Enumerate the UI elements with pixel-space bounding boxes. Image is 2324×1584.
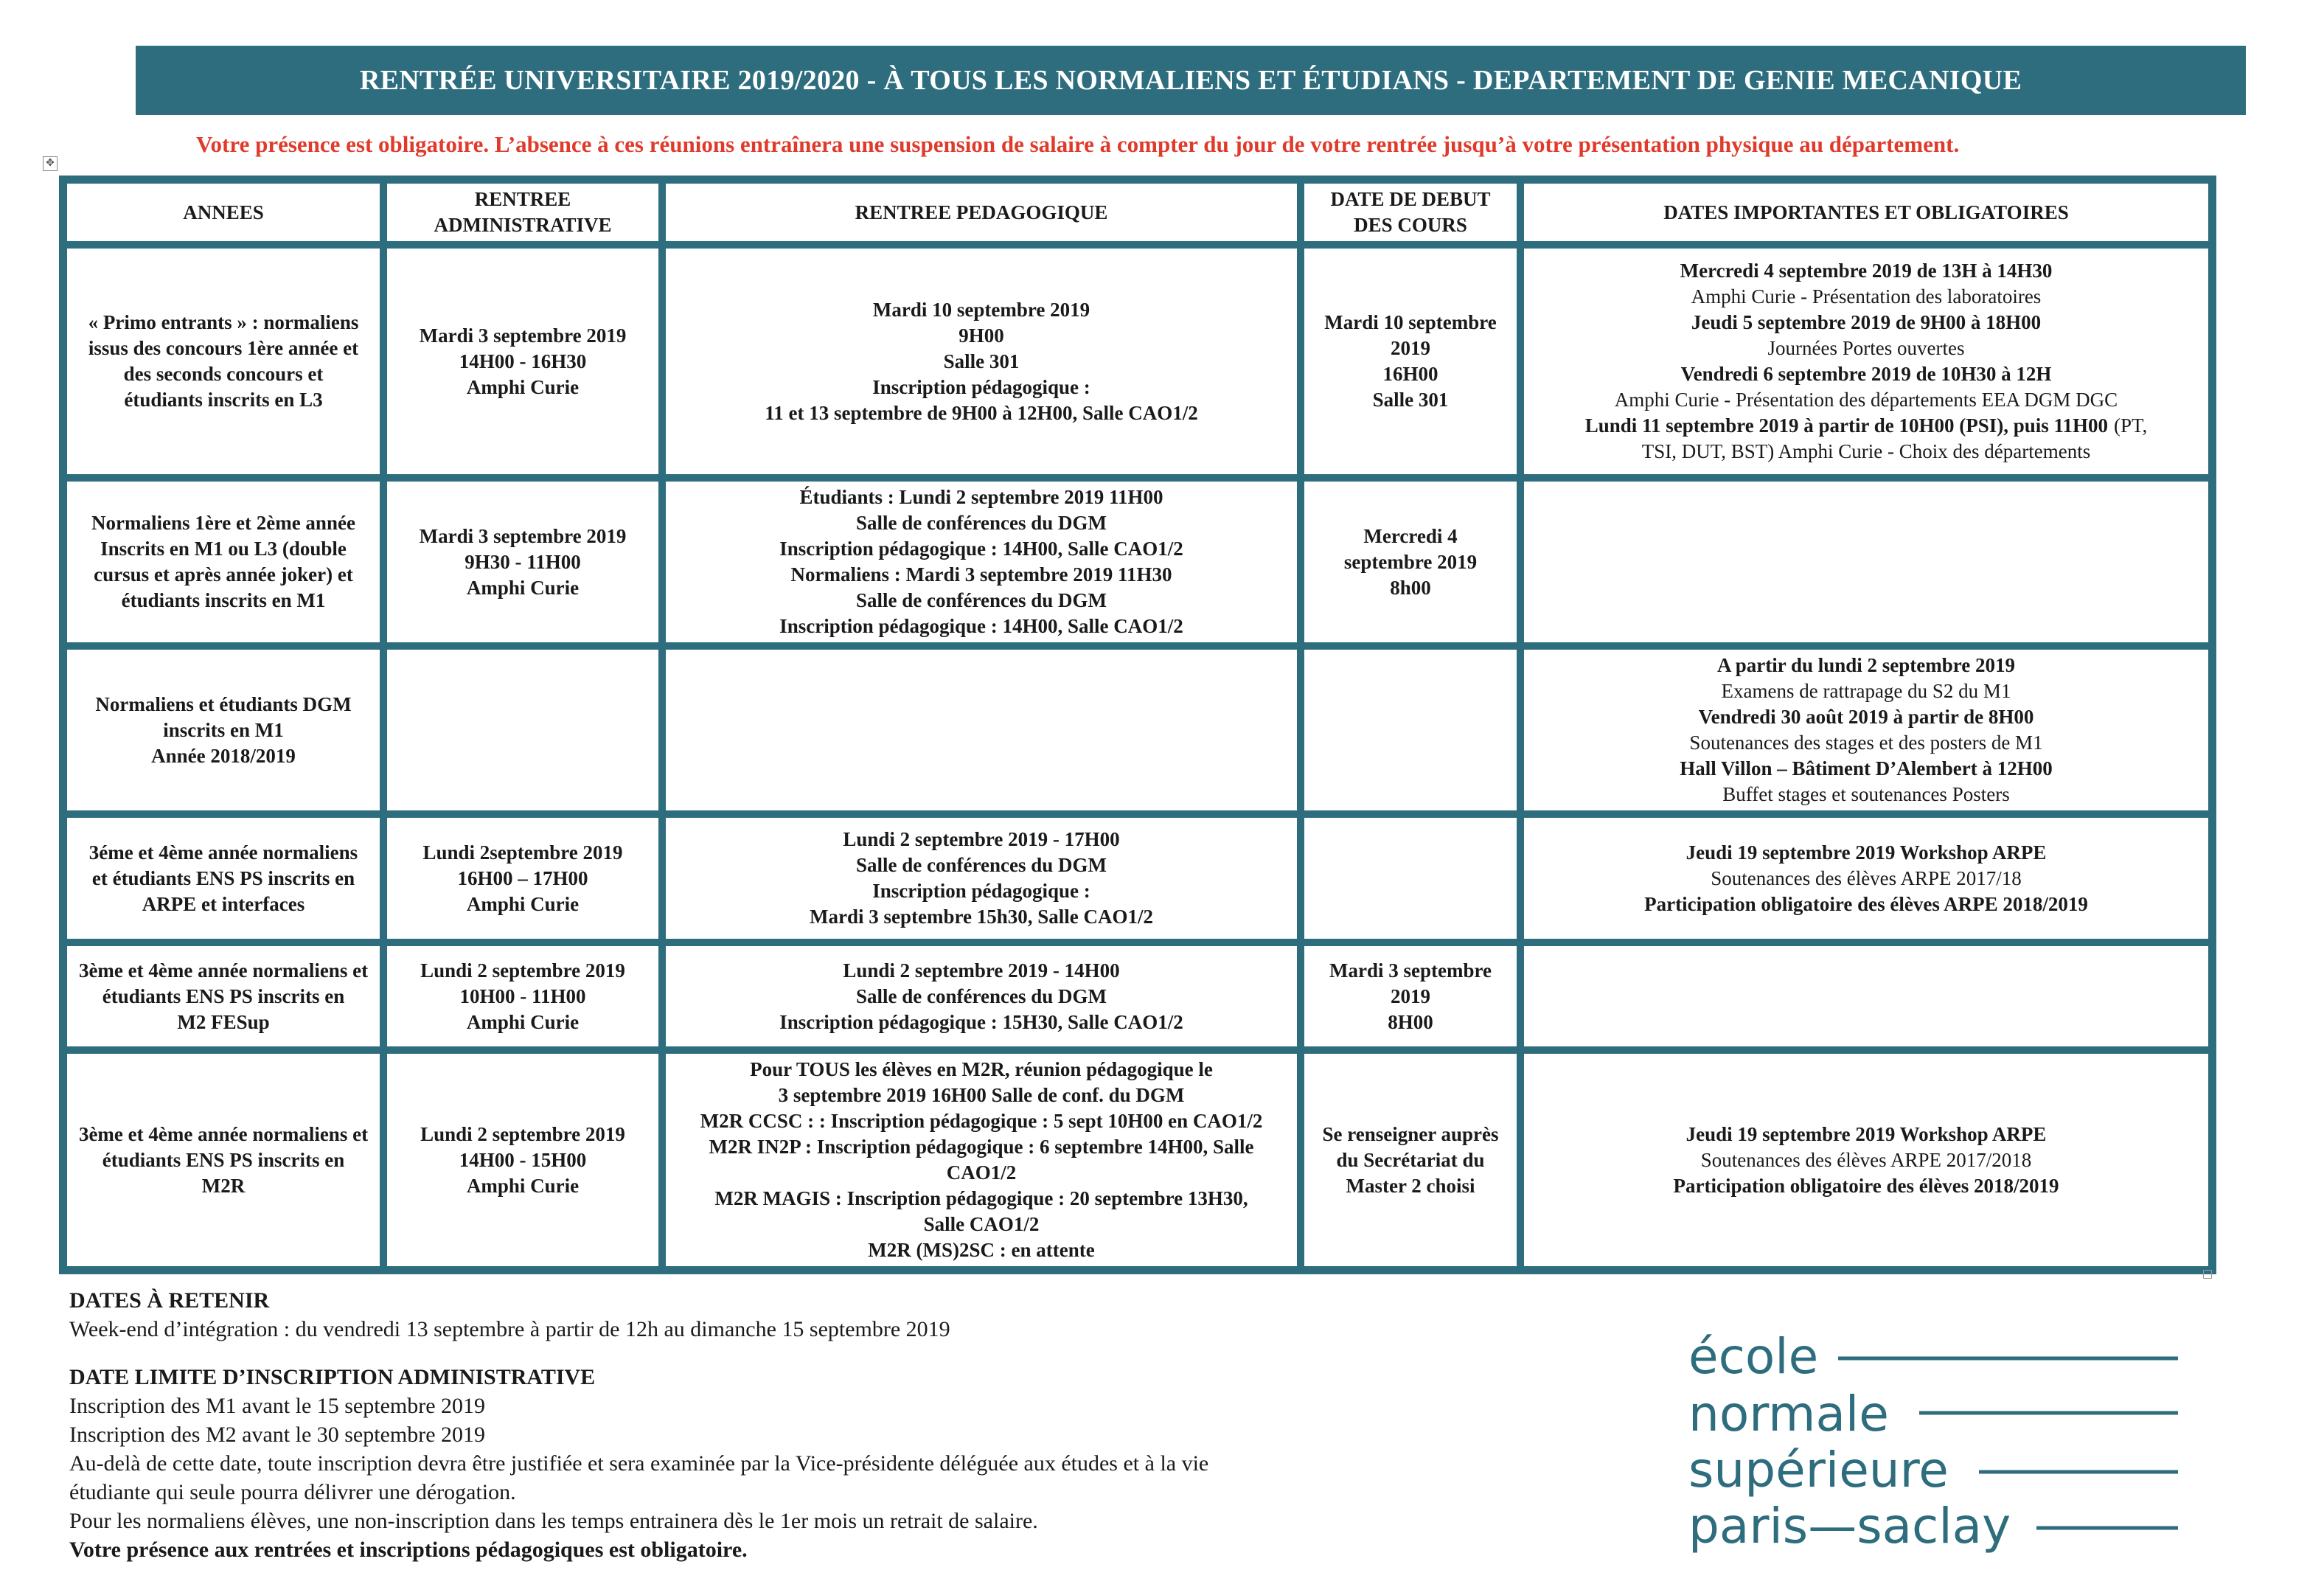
cell-start: Mardi 3 septembre 2019 8H00: [1301, 942, 1520, 1050]
normaliens-line: Pour les normaliens élèves, une non-inscription dans les temps entrainera dès le 1er mois un retrait de salaire.: [69, 1509, 1038, 1533]
table-row: [63, 1050, 2212, 1270]
table-row: [63, 814, 2212, 942]
cell-important: Mercredi 4 septembre 2019 de 13H à 14H30 Amphi Curie - Présentation des laboratoires Jeudi 5 septembre 2019 de 9H00 à 18H00 Journées Portes ouvertes Vendredi 6 septembre 2019 de 10H30 à 12H Amphi Curie - Présentation des départements EEA DGM DGC Lundi 11 septembre 2019 à partir de 10H00 (PSI), puis 11H00 (PT, TSI, DUT, BST) Amphi Curie - Choix des départements: [1520, 245, 2212, 478]
presence-line: Votre présence aux rentrées et inscriptions pédagogiques est obligatoire.: [69, 1538, 748, 1562]
header-important: DATES IMPORTANTES ET OBLIGATOIRES: [1520, 180, 2212, 245]
schedule-table: [59, 176, 2216, 1274]
table-resize-handle[interactable]: [2203, 1270, 2212, 1279]
deadline-m1: Inscription des M1 avant le 15 septembre 2019: [69, 1394, 486, 1418]
cell-peda: Étudiants : Lundi 2 septembre 2019 11H00 Salle de conférences du DGM Inscription pédagogique : 14H00, Salle CAO1/2 Normaliens : Mardi 3 septembre 2019 11H30 Salle de conférences du DGM Inscription pédagogique : 14H00, Salle CAO1/2: [662, 478, 1301, 646]
cell-important: [1520, 478, 2212, 646]
cell-peda: Lundi 2 septembre 2019 - 14H00 Salle de conférences du DGM Inscription pédagogique : 15H30, Salle CAO1/2: [662, 942, 1301, 1050]
logo-line-3: supérieure: [1688, 1442, 1949, 1498]
logo-line-2: normale: [1688, 1386, 1889, 1442]
table-move-handle-icon[interactable]: ✥: [43, 156, 58, 171]
weekend-line: Week-end d’intégration : du vendredi 13 septembre à partir de 12h au dimanche 15 septembre 2019: [69, 1317, 950, 1341]
logo-line-4: paris—saclay: [1688, 1498, 2011, 1555]
cell-start: [1301, 646, 1520, 814]
cell-admin: Mardi 3 septembre 2019 14H00 - 16H30 Amphi Curie: [383, 245, 662, 478]
table-row: [63, 245, 2212, 478]
cell-admin: Lundi 2septembre 2019 16H00 – 17H00 Amphi Curie: [383, 814, 662, 942]
dates-section: [69, 1286, 1470, 1564]
cell-important: A partir du lundi 2 septembre 2019 Examens de rattrapage du S2 du M1 Vendredi 30 août 2019 à partir de 8H00 Soutenances des stages et des posters de M1 Hall Villon – Bâtiment D’Alembert à 12H00 Buffet stages et soutenances Posters: [1520, 646, 2212, 814]
cell-level: « Primo entrants » : normaliens issus des concours 1ère année et des seconds concours et étudiants inscrits en L3: [63, 245, 383, 478]
header-admin: RENTREE ADMINISTRATIVE: [383, 180, 662, 245]
ens-paris-saclay-logo: [1687, 1327, 2203, 1563]
table-row: [63, 646, 2212, 814]
cell-peda: Pour TOUS les élèves en M2R, réunion pédagogique le 3 septembre 2019 16H00 Salle de conf. du DGM M2R CCSC : : Inscription pédagogique : 5 sept 10H00 en CAO1/2 M2R IN2P : Inscription pédagogique : 6 septembre 14H00, Salle CAO1/2 M2R MAGIS : Inscription pédagogique : 20 septembre 13H30, Salle CAO1/2 M2R (MS)2SC : en attente: [662, 1050, 1301, 1270]
table-row: [63, 942, 2212, 1050]
cell-peda: [662, 646, 1301, 814]
cell-important: Jeudi 19 septembre 2019 Workshop ARPE Soutenances des élèves ARPE 2017/18 Participation obligatoire des élèves ARPE 2018/2019: [1520, 814, 2212, 942]
cell-admin: [383, 646, 662, 814]
table-row: [63, 478, 2212, 646]
cell-level: Normaliens 1ère et 2ème année Inscrits en M1 ou L3 (double cursus et après année joker) et étudiants inscrits en M1: [63, 478, 383, 646]
beyond-line-1: Au-delà de cette date, toute inscription devra être justifiée et sera examinée par la Vice-présidente déléguée aux études et à la vie: [69, 1451, 1209, 1476]
cell-peda: Mardi 10 septembre 2019 9H00 Salle 301 Inscription pédagogique : 11 et 13 septembre de 9H00 à 12H00, Salle CAO1/2: [662, 245, 1301, 478]
cell-start: Se renseigner auprès du Secrétariat du Master 2 choisi: [1301, 1050, 1520, 1270]
cell-peda: Lundi 2 septembre 2019 - 17H00 Salle de conférences du DGM Inscription pédagogique : Mardi 3 septembre 15h30, Salle CAO1/2: [662, 814, 1301, 942]
dates-title: DATES À RETENIR: [69, 1288, 270, 1313]
deadline-m2: Inscription des M2 avant le 30 septembre 2019: [69, 1423, 486, 1447]
banner-title: RENTRÉE UNIVERSITAIRE 2019/2020 - À TOUS LES NORMALIENS ET ÉTUDIANS - DEPARTEMENT DE GENIE MECANIQUE: [359, 65, 2022, 96]
attendance-warning: Votre présence est obligatoire. L’absence à ces réunions entraînera une suspension de salaire à compter du jour de votre rentrée jusqu’à votre présentation physique au département.: [196, 131, 1960, 157]
cell-admin: Lundi 2 septembre 2019 14H00 - 15H00 Amphi Curie: [383, 1050, 662, 1270]
cell-start: Mardi 10 septembre 2019 16H00 Salle 301: [1301, 245, 1520, 478]
cell-level: 3ème et 4ème année normaliens et étudiants ENS PS inscrits en M2 FESup: [63, 942, 383, 1050]
table-header-row: [63, 180, 2212, 245]
cell-admin: Mardi 3 septembre 2019 9H30 - 11H00 Amphi Curie: [383, 478, 662, 646]
cell-important: Jeudi 19 septembre 2019 Workshop ARPE Soutenances des élèves ARPE 2017/2018 Participation obligatoire des élèves 2018/2019: [1520, 1050, 2212, 1270]
deadline-title: DATE LIMITE D’INSCRIPTION ADMINISTRATIVE: [69, 1365, 596, 1389]
logo-line-1: école: [1688, 1328, 1819, 1385]
header-peda: RENTREE PEDAGOGIQUE: [662, 180, 1301, 245]
cell-start: Mercredi 4 septembre 2019 8h00: [1301, 478, 1520, 646]
cell-level: 3éme et 4ème année normaliens et étudiants ENS PS inscrits en ARPE et interfaces: [63, 814, 383, 942]
page-banner: [136, 46, 2246, 115]
cell-level: Normaliens et étudiants DGM inscrits en M1 Année 2018/2019: [63, 646, 383, 814]
cell-important: [1520, 942, 2212, 1050]
beyond-line-2: étudiante qui seule pourra délivrer une dérogation.: [69, 1480, 516, 1504]
cell-admin: Lundi 2 septembre 2019 10H00 - 11H00 Amphi Curie: [383, 942, 662, 1050]
cell-level: 3ème et 4ème année normaliens et étudiants ENS PS inscrits en M2R: [63, 1050, 383, 1270]
header-annees: ANNEES: [63, 180, 383, 245]
header-start: DATE DE DEBUT DES COURS: [1301, 180, 1520, 245]
cell-start: [1301, 814, 1520, 942]
